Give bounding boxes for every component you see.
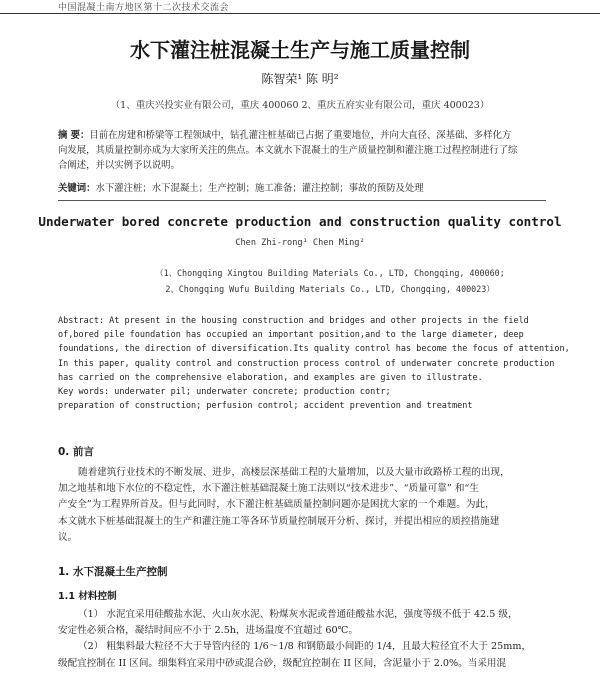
body-line: 产安全”为工程界所首及。但与此同时，水下灌注桩基础质量控制问题亦是困扰大家的一个难题。为此， — [58, 499, 495, 511]
abstract-en-line: foundations, the direction of diversification.Its quality control has become the focus of attention, — [58, 344, 570, 355]
page-title-en: Underwater bored concrete production and construction quality control — [38, 214, 562, 229]
authors-en: Chen Zhi-rong¹ Chen Ming² — [235, 238, 365, 248]
body-line: 本文就水下桩基础混凝土的生产和灌注施工等各环节质量控制展开分析、探讨，并提出相应的质控措施建 — [58, 515, 500, 527]
section-divider — [58, 200, 546, 201]
abstract-cn — [58, 128, 550, 173]
body-line: 级配宜控制在 II 区间。细集料宜采用中砂或混合砂，级配宜控制在 II 区间，含泥量小于 2.0%。当采用混 — [58, 657, 507, 669]
abstract-cn-label: 摘 要： — [58, 130, 90, 141]
body-line: 议。 — [58, 531, 78, 543]
page-title-cn: 水下灌注桩混凝土生产与施工质量控制 — [130, 38, 470, 62]
body-line: 随着建筑行业技术的不断发展、进步，高楼层深基础工程的大量增加，以及大量市政路桥工程的出现， — [78, 467, 510, 478]
body-line: （2） 粗集料最大粒径不大于导管内径的 1/6～1/8 和钢筋最小间距的 1/4，且最大粒径宜不大于 25mm， — [78, 641, 532, 653]
keywords-cn-text: 水下灌注桩；水下混凝土；生产控制；施工准备；灌注控制；事故的预防及处理 — [95, 183, 424, 194]
keywords-en-line: Key words: underwater pil; underwater concrete; production contr; — [58, 387, 391, 398]
abstract-en-line: Abstract: At present in the housing construction and bridges and other projects in the field — [58, 316, 529, 326]
abstract-cn-line: 向发展，其质量控制亦成为大家所关注的焦点。本文就水下混凝土的生产质量控制和灌注施工过程控制进行了综 — [58, 145, 518, 156]
body-line: （1） 水泥宜采用硅酸盐水泥、火山灰水泥、粉煤灰水泥或普通硅酸盐水泥，强度等级不低于 42.5 级， — [78, 609, 518, 620]
authors-cn: 陈智荣¹ 陈 明² — [261, 72, 339, 86]
body-line: 安定性必须合格，凝结时间应不小于 2.5h，进场温度不宜超过 60℃。 — [58, 625, 358, 637]
section-0-body — [58, 465, 548, 546]
abstract-en-line: has carried on the comprehensive elaboration, and examples are given to illustrate. — [58, 372, 483, 383]
section-0-heading: 0. 前言 — [58, 446, 94, 458]
affiliations-cn: （1、重庆兴投实业有限公司，重庆 400060 2、重庆五府实业有限公司，重庆 400023） — [110, 100, 490, 111]
affiliation-en-2: 2、Chongqing Wufu Building Materials Co., LTD, Chongqing, 400023） — [165, 284, 495, 294]
abstract-en-line: In this paper, quality control and construction process control of underwater concrete production — [58, 358, 555, 369]
keywords-en-line: preparation of construction; perfusion control; accident prevention and treatment — [58, 401, 473, 412]
section-1-body — [58, 607, 548, 672]
affiliation-en-1: （1、Chongqing Xingtou Building Materials Co., LTD, Chongqing, 400060; — [155, 268, 505, 278]
abstract-en — [58, 314, 570, 413]
section-1-heading: 1. 水下混凝土生产控制 — [58, 566, 168, 578]
keywords-cn — [58, 180, 424, 194]
keywords-cn-label: 关键词： — [58, 183, 96, 194]
subsection-1-1-heading: 1.1 材料控制 — [58, 591, 117, 602]
abstract-cn-line: 目前在房建和桥梁等工程领域中，钻孔灌注桩基础已占据了重要地位，并向大直径、深基础、多样化方 — [89, 130, 512, 141]
abstract-en-line: of,bored pile foundation has occupied an important position,and to the large diameter, deep — [58, 330, 524, 341]
body-line: 加之地基和地下水位的不稳定性，水下灌注桩基础混凝土施工法则以“技术进步”、“质量可靠” 和“生 — [58, 483, 479, 495]
header-divider — [0, 13, 600, 14]
conference-header: 中国混凝土南方地区第十二次技术交流会 — [58, 3, 230, 13]
abstract-cn-line: 合阐述，并以实例予以说明。 — [58, 160, 180, 171]
